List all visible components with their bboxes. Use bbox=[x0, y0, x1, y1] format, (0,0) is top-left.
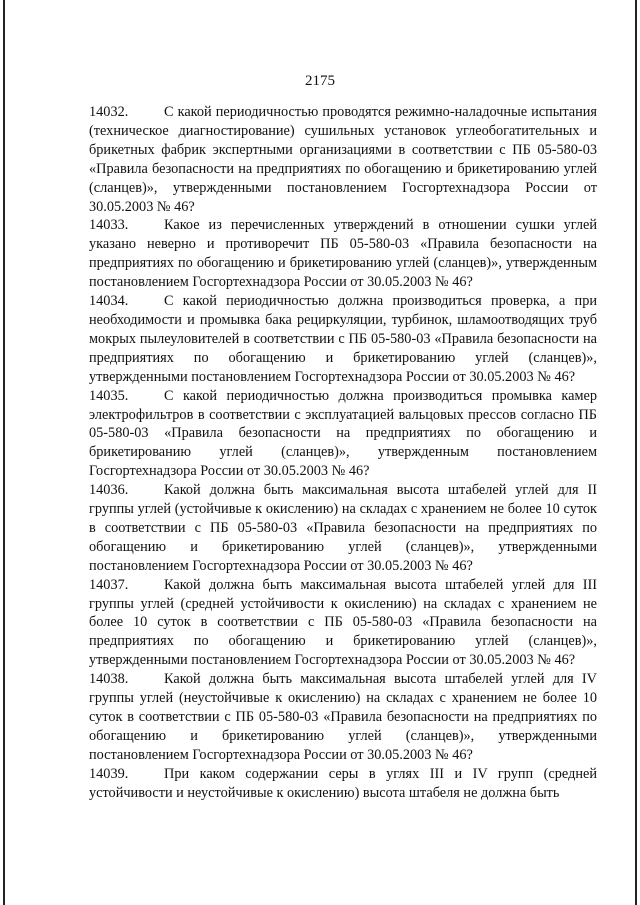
question-text: С какой периодичностью проводятся режимно-наладочные испытания (техническое диагностирование) сушильных установок углеобогатительных и брикетных фабрик экспертными организациями в соответствии с ПБ 05-580-03 «Правила безопасности на предприятиях по обогащению и брикетированию углей (сланцев)», утвержденными постановлением Госгортехнадзора России от 30.05.2003 № 46? bbox=[89, 104, 597, 215]
question-number: 14033. bbox=[89, 217, 129, 234]
question-item bbox=[89, 292, 597, 387]
question-number: 14034. bbox=[89, 293, 129, 310]
question-item bbox=[89, 103, 597, 216]
question-number: 14039. bbox=[89, 765, 129, 782]
question-item bbox=[89, 216, 597, 292]
scan-edge-left bbox=[3, 0, 5, 905]
question-number: 14036. bbox=[89, 482, 129, 499]
question-list bbox=[89, 103, 597, 803]
question-text: С какой периодичностью должна производиться проверка, а при необходимости и промывка бака рециркуляции, турбинок, шламоотводящих труб мокрых пылеуловителей в соответствии с ПБ 05-580-03 «Правила безопасности на предприятиях по обогащению и брикетированию углей (сланцев)», утвержденными постановлением Госгортехнадзора России от 30.05.2003 № 46? bbox=[89, 293, 597, 385]
question-text: Какой должна быть максимальная высота штабелей углей для II группы углей (устойчивые к окислению) на складах с хранением не более 10 суток в соответствии с ПБ 05-580-03 «Правила безопасности на предприятиях по обогащению и брикетированию углей (сланцев)», утвержденными постановлением Госгортехнадзора России от 30.05.2003 № 46? bbox=[89, 482, 597, 574]
question-text: При каком содержании серы в углях III и IV групп (средней устойчивости и неустойчивые к окислению) высота штабеля не должна быть bbox=[89, 765, 597, 801]
page-number: 2175 bbox=[305, 73, 335, 89]
question-item bbox=[89, 765, 597, 803]
question-text: Какой должна быть максимальная высота штабелей углей для IV группы углей (неустойчивые к окислению) на складах с хранением не более 10 суток в соответствии с ПБ 05-580-03 «Правила безопасности на предприятиях по обогащению и брикетированию углей (сланцев)», утвержденными постановлением Госгортехнадзора России от 30.05.2003 № 46? bbox=[89, 671, 597, 763]
scan-edge-right bbox=[635, 0, 637, 905]
question-number: 14038. bbox=[89, 671, 129, 688]
question-item bbox=[89, 481, 597, 576]
question-item bbox=[89, 387, 597, 482]
question-text: Какой должна быть максимальная высота штабелей углей для III группы углей (средней устойчивости к окислению) на складах с хранением не более 10 суток в соответствии с ПБ 05-580-03 «Правила безопасности на предприятиях по обогащению и брикетированию углей (сланцев)», утвержденными постановлением Госгортехнадзора России от 30.05.2003 № 46? bbox=[89, 576, 597, 669]
question-text: С какой периодичностью должна производиться промывка камер электрофильтров в соответствии с эксплуатацией вальцовых прессов согласно ПБ 05-580-03 «Правила безопасности на предприятиях по обогащению и брикетированию углей (сланцев)», утвержденным постановлением Госгортехнадзора России от 30.05.2003 № 46? bbox=[89, 387, 597, 480]
question-number: 14032. bbox=[89, 104, 129, 120]
question-item bbox=[89, 576, 597, 671]
question-number: 14037. bbox=[89, 576, 129, 593]
question-text: Какое из перечисленных утверждений в отношении сушки углей указано неверно и противоречит ПБ 05-580-03 «Правила безопасности на предприятиях по обогащению и брикетированию углей (сланцев)», утвержденным постановлением Госгортехнадзора России от 30.05.2003 № 46? bbox=[89, 217, 597, 291]
question-item bbox=[89, 670, 597, 765]
question-number: 14035. bbox=[89, 387, 129, 404]
